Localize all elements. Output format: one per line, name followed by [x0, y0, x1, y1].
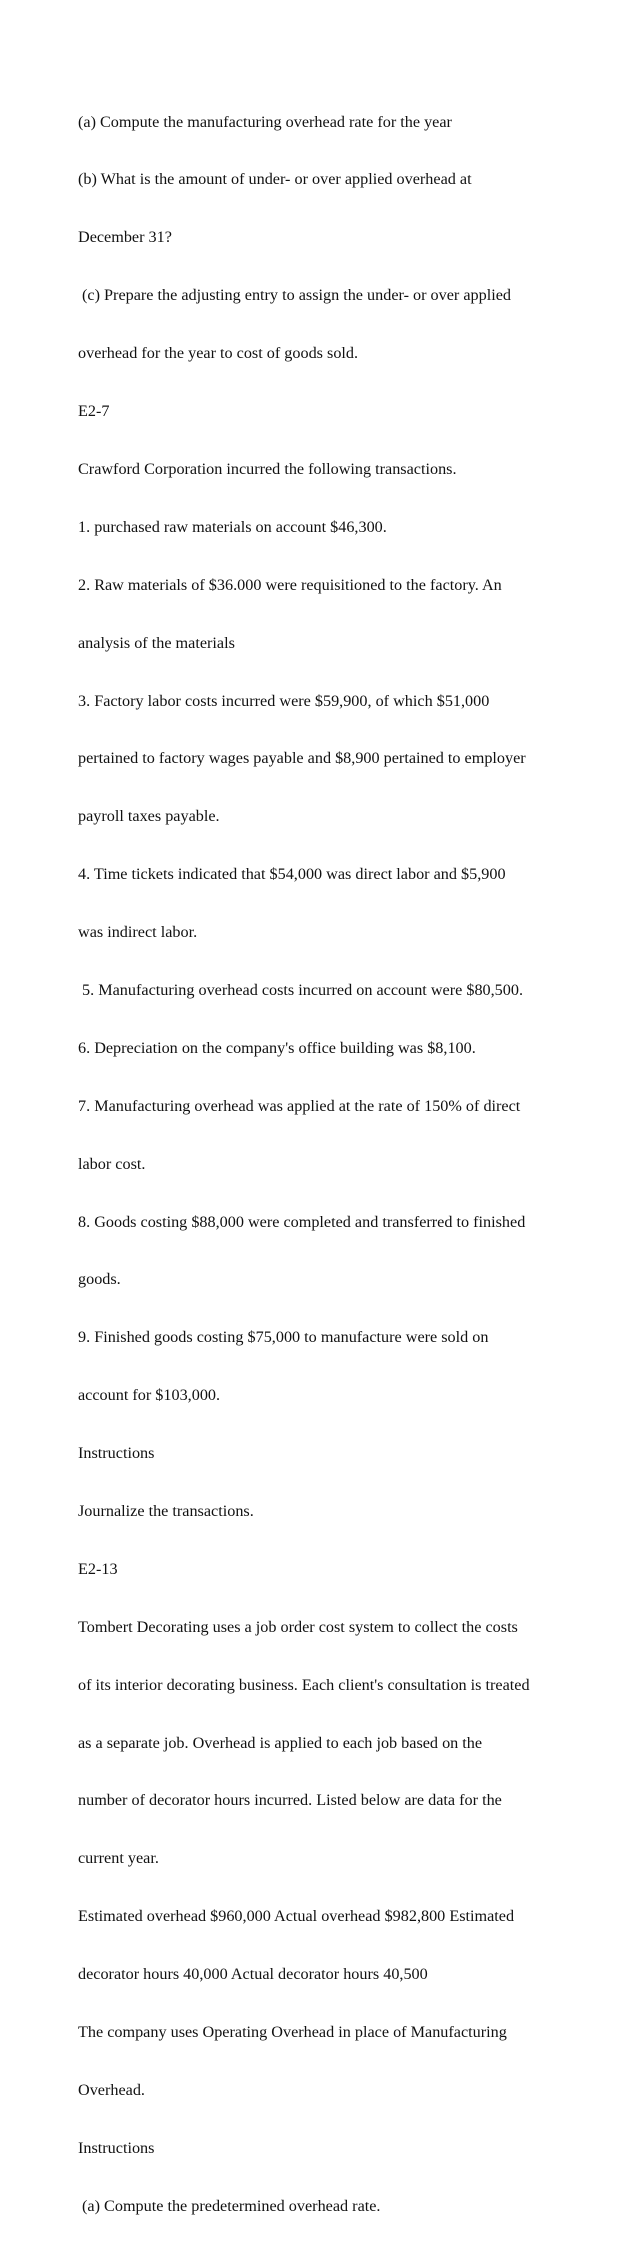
text-line: The company uses Operating Overhead in place of Manufacturing [78, 2022, 507, 2041]
instructions-heading: Instructions [78, 2138, 155, 2157]
text-line: Estimated overhead $960,000 Actual overhead $982,800 Estimated [78, 1907, 515, 1926]
text-line: current year. [78, 1849, 159, 1868]
text-line: of its interior decorating business. Each client's consultation is treated [78, 1675, 530, 1694]
text-line: overhead for the year to cost of goods sold. [78, 344, 359, 363]
text-line: account for $103,000. [78, 1386, 221, 1405]
text-line: number of decorator hours incurred. Listed below are data for the [78, 1791, 502, 1810]
text-line: (a) Compute the manufacturing overhead rate for the year [78, 112, 452, 131]
text-line: Journalize the transactions. [78, 1501, 254, 1520]
text-line: as a separate job. Overhead is applied to each job based on the [78, 1733, 483, 1752]
text-line: 1. purchased raw materials on account $46,300. [78, 517, 387, 536]
text-line: pertained to factory wages payable and $8,900 pertained to employer [78, 749, 526, 768]
text-line: goods. [78, 1270, 121, 1289]
text-line: payroll taxes payable. [78, 807, 220, 826]
exercise-heading-e2-7: E2-7 [78, 402, 110, 421]
text-line: decorator hours 40,000 Actual decorator hours 40,500 [78, 1965, 428, 1984]
text-line: 7. Manufacturing overhead was applied at the rate of 150% of direct [78, 1096, 521, 1115]
text-line: 4. Time tickets indicated that $54,000 was direct labor and $5,900 [78, 865, 506, 884]
text-line: 9. Finished goods costing $75,000 to manufacture were sold on [78, 1328, 489, 1347]
text-line: (a) Compute the predetermined overhead rate. [78, 2196, 381, 2215]
instructions-heading: Instructions [78, 1444, 155, 1463]
text-line: 5. Manufacturing overhead costs incurred on account were $80,500. [78, 980, 524, 999]
text-line: 3. Factory labor costs incurred were $59,900, of which $51,000 [78, 691, 490, 710]
text-line: Crawford Corporation incurred the following transactions. [78, 459, 457, 478]
text-line: labor cost. [78, 1154, 146, 1173]
text-line: analysis of the materials [78, 633, 235, 652]
text-line: (b) What is the amount of under- or over applied overhead at [78, 170, 472, 189]
exercise-heading-e2-13: E2-13 [78, 1559, 118, 1578]
text-line: was indirect labor. [78, 923, 198, 942]
document-text [78, 74, 578, 2255]
text-line: December 31? [78, 228, 172, 247]
text-line: 2. Raw materials of $36.000 were requisitioned to the factory. An [78, 575, 502, 594]
text-line: Overhead. [78, 2080, 145, 2099]
text-line: (c) Prepare the adjusting entry to assign the under- or over applied [78, 286, 511, 305]
text-line: Tombert Decorating uses a job order cost system to collect the costs [78, 1617, 518, 1636]
text-line: 6. Depreciation on the company's office building was $8,100. [78, 1038, 476, 1057]
text-line: 8. Goods costing $88,000 were completed and transferred to finished [78, 1212, 526, 1231]
